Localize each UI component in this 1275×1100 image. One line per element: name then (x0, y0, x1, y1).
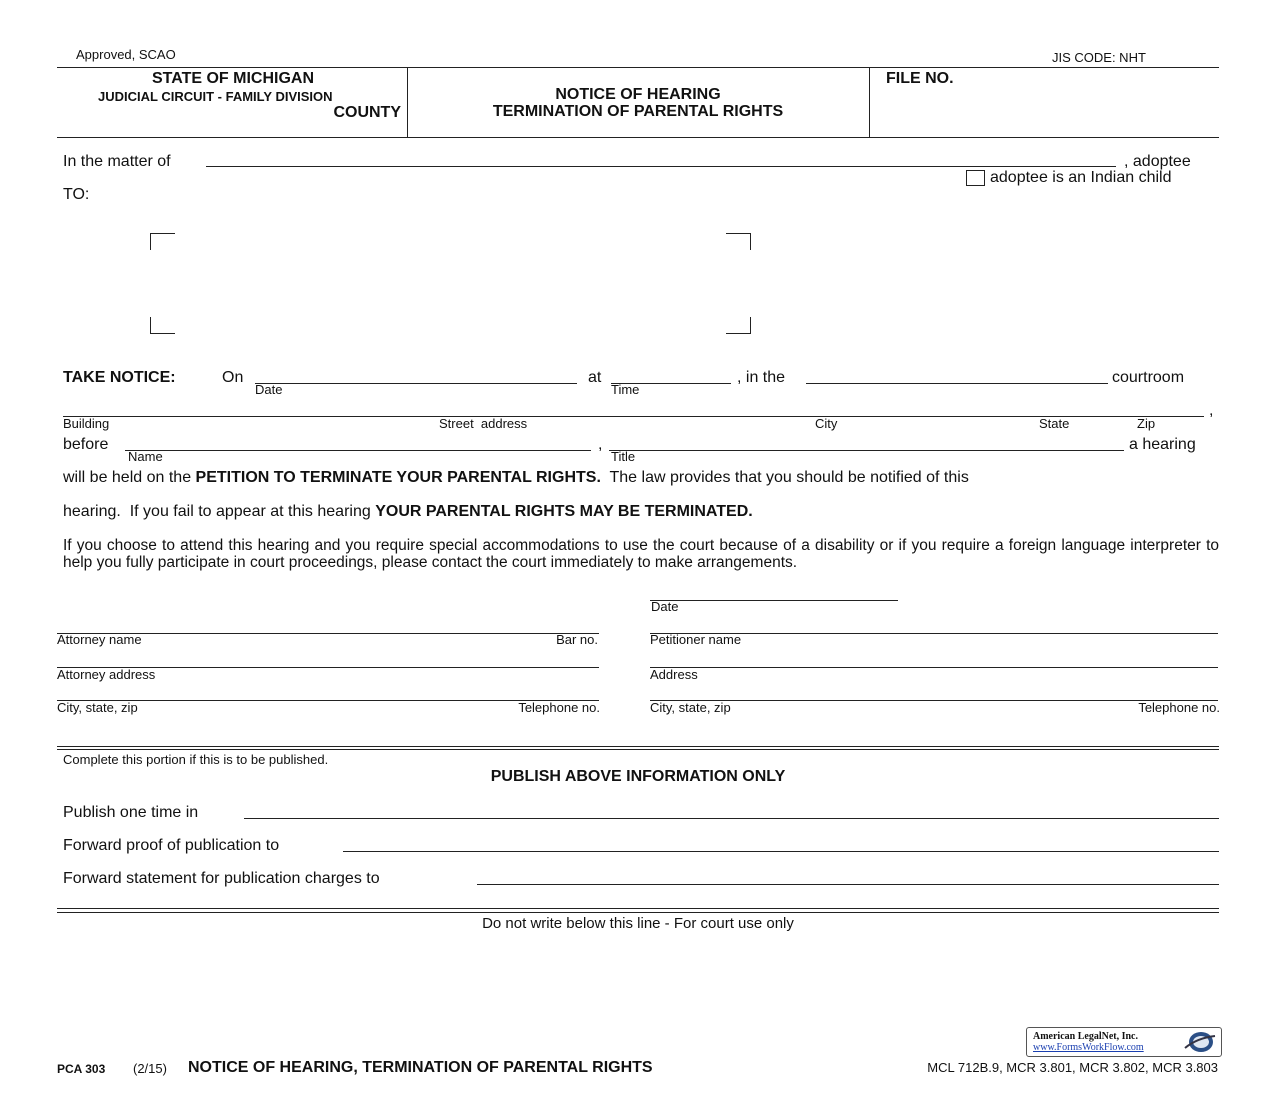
form-title-line1: NOTICE OF HEARING (555, 86, 721, 103)
petitioner-address-field[interactable] (650, 667, 1218, 668)
approved-text: Approved, SCAO (76, 47, 176, 62)
petition-sentence-end: The law provides that you should be notified of this (600, 469, 969, 486)
publication-heading: PUBLISH ABOVE INFORMATION ONLY (490, 768, 786, 785)
before-label: before (63, 436, 109, 453)
bar-no-caption: Bar no. (556, 632, 598, 647)
file-no-field[interactable] (990, 72, 1215, 132)
courtroom-field[interactable] (806, 383, 1108, 384)
signature-date-caption: Date (651, 599, 679, 614)
form-revision: (2/15) (133, 1061, 167, 1076)
street-address-caption: Street address (439, 416, 528, 431)
to-label: TO: (63, 186, 90, 203)
court-use-rule-2 (57, 912, 1219, 913)
publish-one-time-label: Publish one time in (63, 804, 199, 821)
form-number: PCA 303 (57, 1062, 106, 1076)
footer-form-title: NOTICE OF HEARING, TERMINATION OF PARENTAL RIGHTS (188, 1059, 653, 1076)
form-title-line2: TERMINATION OF PARENTAL RIGHTS (492, 103, 784, 120)
court-use-rule-1 (57, 908, 1219, 909)
accommodations-paragraph: If you choose to attend this hearing and you require special accommodations to use the court because of a disability or if you require a foreign language interpreter to help you fully participate in court proceedings, please contact the court immediately to make arrangements. (63, 537, 1219, 571)
county-label: COUNTY (333, 104, 401, 121)
publish-one-time-field[interactable] (244, 818, 1219, 819)
petitioner-name-caption: Petitioner name (650, 632, 742, 647)
logo-url[interactable]: www.FormsWorkFlow.com (1033, 1042, 1144, 1053)
address-comma: , (1209, 402, 1214, 419)
building-caption: Building (63, 416, 110, 431)
petitioner-city-caption: City, state, zip (650, 700, 731, 715)
forward-proof-label: Forward proof of publication to (63, 837, 280, 854)
warning-sentence-start: hearing. If you fail to appear at this hearing (63, 503, 376, 520)
file-no-label: FILE NO. (886, 70, 954, 87)
time-caption: Time (611, 382, 640, 397)
judge-title-field[interactable] (609, 450, 1124, 451)
courtroom-label: courtroom (1112, 369, 1185, 386)
matter-label: In the matter of (63, 153, 171, 170)
petition-sentence-start: will be held on the (63, 469, 196, 486)
attorney-city-caption: City, state, zip (57, 700, 138, 715)
name-caption: Name (128, 449, 163, 464)
take-notice-label: TAKE NOTICE: (63, 369, 176, 386)
hearing-date-field[interactable] (255, 383, 577, 384)
signature-date-field[interactable] (650, 600, 898, 601)
globe-icon (1183, 1030, 1217, 1054)
legalnet-logo[interactable] (1026, 1027, 1222, 1057)
a-hearing-label: a hearing (1129, 436, 1196, 453)
date-caption: Date (255, 382, 283, 397)
recipient-address-field[interactable] (152, 235, 748, 331)
header-divider-right (869, 67, 870, 137)
court-division: JUDICIAL CIRCUIT - FAMILY DIVISION (98, 89, 333, 104)
indian-child-label: adoptee is an Indian child (990, 169, 1172, 186)
at-label: at (588, 369, 602, 386)
jis-code: JIS CODE: NHT (1052, 50, 1146, 65)
title-caption: Title (611, 449, 636, 464)
judge-name-field[interactable] (125, 450, 591, 451)
matter-name-field[interactable] (206, 166, 1116, 167)
publication-rule-2 (57, 749, 1219, 750)
header-top-rule (57, 67, 1219, 68)
name-comma: , (598, 436, 603, 453)
warning-emphasis: YOUR PARENTAL RIGHTS MAY BE TERMINATED. (375, 503, 753, 520)
attorney-telephone-caption: Telephone no. (518, 700, 600, 715)
publication-note: Complete this portion if this is to be published. (63, 752, 329, 767)
header-bottom-rule (57, 137, 1219, 138)
state-title: STATE OF MICHIGAN (151, 70, 315, 87)
attorney-name-caption: Attorney name (57, 632, 142, 647)
petition-sentence (63, 469, 1219, 487)
petitioner-telephone-caption: Telephone no. (1138, 700, 1220, 715)
court-address-field[interactable] (63, 416, 1204, 417)
termination-warning (63, 503, 753, 521)
forward-statement-label: Forward statement for publication charges to (63, 870, 380, 887)
logo-company: American LegalNet, Inc. (1033, 1031, 1138, 1042)
forward-statement-field[interactable] (477, 884, 1219, 885)
attorney-address-caption: Attorney address (57, 667, 156, 682)
publication-rule-1 (57, 746, 1219, 747)
on-label: On (222, 369, 244, 386)
petition-emphasis: PETITION TO TERMINATE YOUR PARENTAL RIGHTS. (195, 469, 601, 486)
forward-proof-field[interactable] (343, 851, 1219, 852)
zip-caption: Zip (1137, 416, 1156, 431)
petitioner-address-caption: Address (650, 667, 698, 682)
state-caption: State (1039, 416, 1070, 431)
in-the-label: , in the (737, 369, 786, 386)
court-use-note: Do not write below this line - For court use only (482, 915, 794, 932)
city-caption: City (815, 416, 838, 431)
adoptee-suffix: , adoptee (1124, 153, 1191, 170)
indian-child-checkbox[interactable] (966, 170, 985, 186)
footer-citations: MCL 712B.9, MCR 3.801, MCR 3.802, MCR 3.803 (927, 1060, 1218, 1075)
